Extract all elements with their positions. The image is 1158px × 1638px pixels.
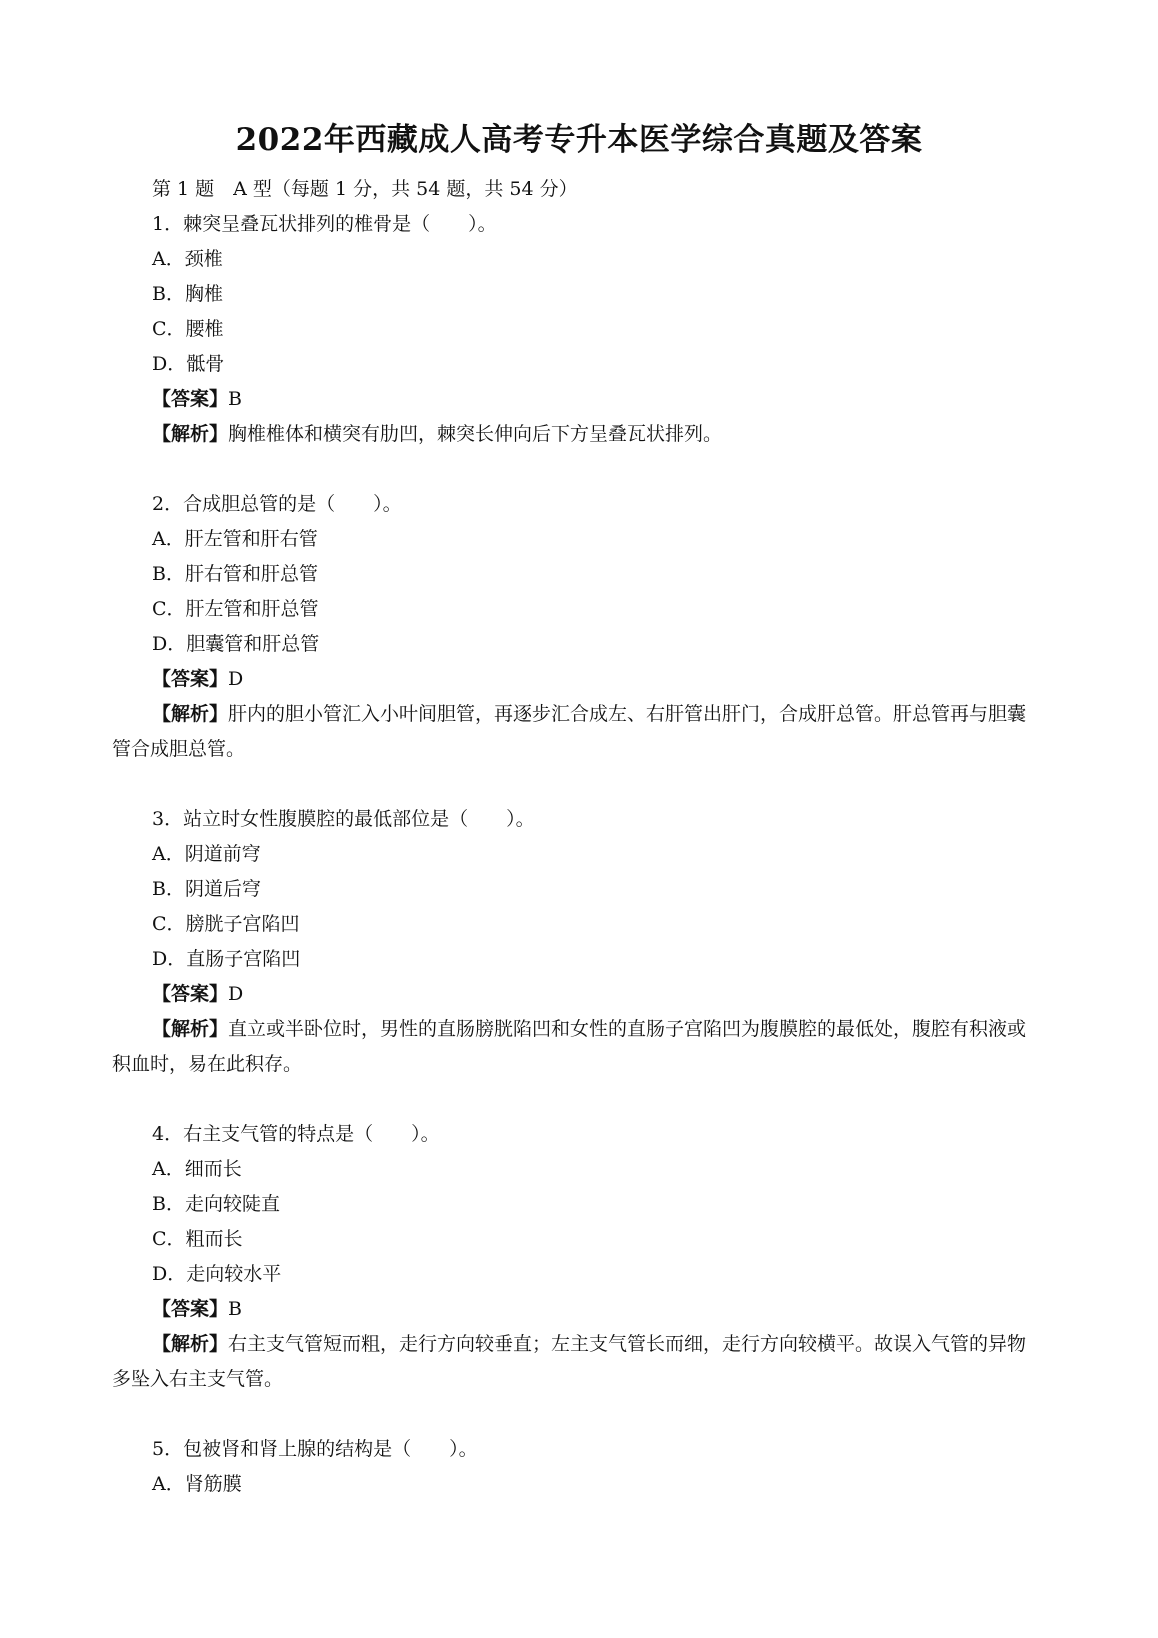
option-a: A．细而长	[152, 1158, 242, 1180]
option-a: A．阴道前穹	[152, 843, 261, 865]
answer-line	[112, 977, 1040, 1012]
option-d: D．走向较水平	[152, 1263, 282, 1285]
section-header: 第 1 题 A 型（每题 1 分，共 54 题，共 54 分）	[152, 178, 578, 200]
analysis-tag: 【解析】	[152, 703, 229, 725]
answer-line	[112, 382, 1040, 417]
answer-line	[112, 1292, 1040, 1327]
answer-tag: 【答案】	[152, 1298, 229, 1320]
question-stem: 4．右主支气管的特点是（ ）。	[152, 1123, 440, 1145]
option-a: A．肾筋膜	[152, 1473, 242, 1495]
option-d: D．胆囊管和肝总管	[152, 633, 320, 655]
analysis-tag: 【解析】	[152, 1333, 229, 1355]
option-c: C．腰椎	[152, 318, 224, 340]
option-a: A．肝左管和肝右管	[152, 528, 318, 550]
question-block	[112, 207, 1040, 452]
page-title: 2022年西藏成人高考专升本医学综合真题及答案	[235, 122, 923, 158]
question-stem: 2．合成胆总管的是（ ）。	[152, 493, 402, 515]
option-c: C．粗而长	[152, 1228, 243, 1250]
option-c: C．肝左管和肝总管	[152, 598, 319, 620]
answer-line	[112, 662, 1040, 697]
analysis-tag: 【解析】	[152, 1018, 229, 1040]
analysis-line	[112, 417, 1040, 452]
question-block	[112, 802, 1040, 1082]
option-d: D．骶骨	[152, 353, 225, 375]
analysis-text: 胸椎椎体和横突有肋凹，棘突长伸向后下方呈叠瓦状排列。	[228, 423, 723, 445]
question-stem: 1．棘突呈叠瓦状排列的椎骨是（ ）。	[152, 213, 497, 235]
analysis-text: 肝内的胆小管汇入小叶间胆管，再逐步汇合成左、右肝管出肝门，合成肝总管。肝总管再与胆囊管合成胆总管。	[112, 703, 1027, 760]
answer-tag: 【答案】	[152, 388, 229, 410]
answer-tag: 【答案】	[152, 983, 229, 1005]
question-stem: 5．包被肾和肾上腺的结构是（ ）。	[152, 1438, 478, 1460]
analysis-line	[112, 1012, 1040, 1082]
option-b: B．走向较陡直	[152, 1193, 280, 1215]
question-block	[112, 487, 1040, 767]
analysis-text: 右主支气管短而粗，走行方向较垂直；左主支气管长而细，走行方向较横平。故误入气管的异物多坠入右主支气管。	[112, 1333, 1027, 1390]
answer-value: B	[228, 1298, 242, 1320]
option-a: A．颈椎	[152, 248, 223, 270]
option-b: B．肝右管和肝总管	[152, 563, 318, 585]
option-b: B．阴道后穹	[152, 878, 261, 900]
answer-value: D	[228, 983, 244, 1005]
analysis-line	[112, 1327, 1040, 1397]
answer-tag: 【答案】	[152, 668, 229, 690]
option-b: B．胸椎	[152, 283, 223, 305]
analysis-tag: 【解析】	[152, 423, 229, 445]
answer-value: B	[228, 388, 242, 410]
answer-value: D	[228, 668, 244, 690]
question-block	[112, 1117, 1040, 1397]
question-stem: 3．站立时女性腹膜腔的最低部位是（ ）。	[152, 808, 535, 830]
document-body	[112, 172, 1040, 1502]
analysis-text: 直立或半卧位时，男性的直肠膀胱陷凹和女性的直肠子宫陷凹为腹膜腔的最低处，腹腔有积液或积血时，易在此积存。	[112, 1018, 1027, 1075]
question-block	[112, 1432, 1040, 1502]
analysis-line	[112, 697, 1040, 767]
option-d: D．直肠子宫陷凹	[152, 948, 301, 970]
option-c: C．膀胱子宫陷凹	[152, 913, 300, 935]
